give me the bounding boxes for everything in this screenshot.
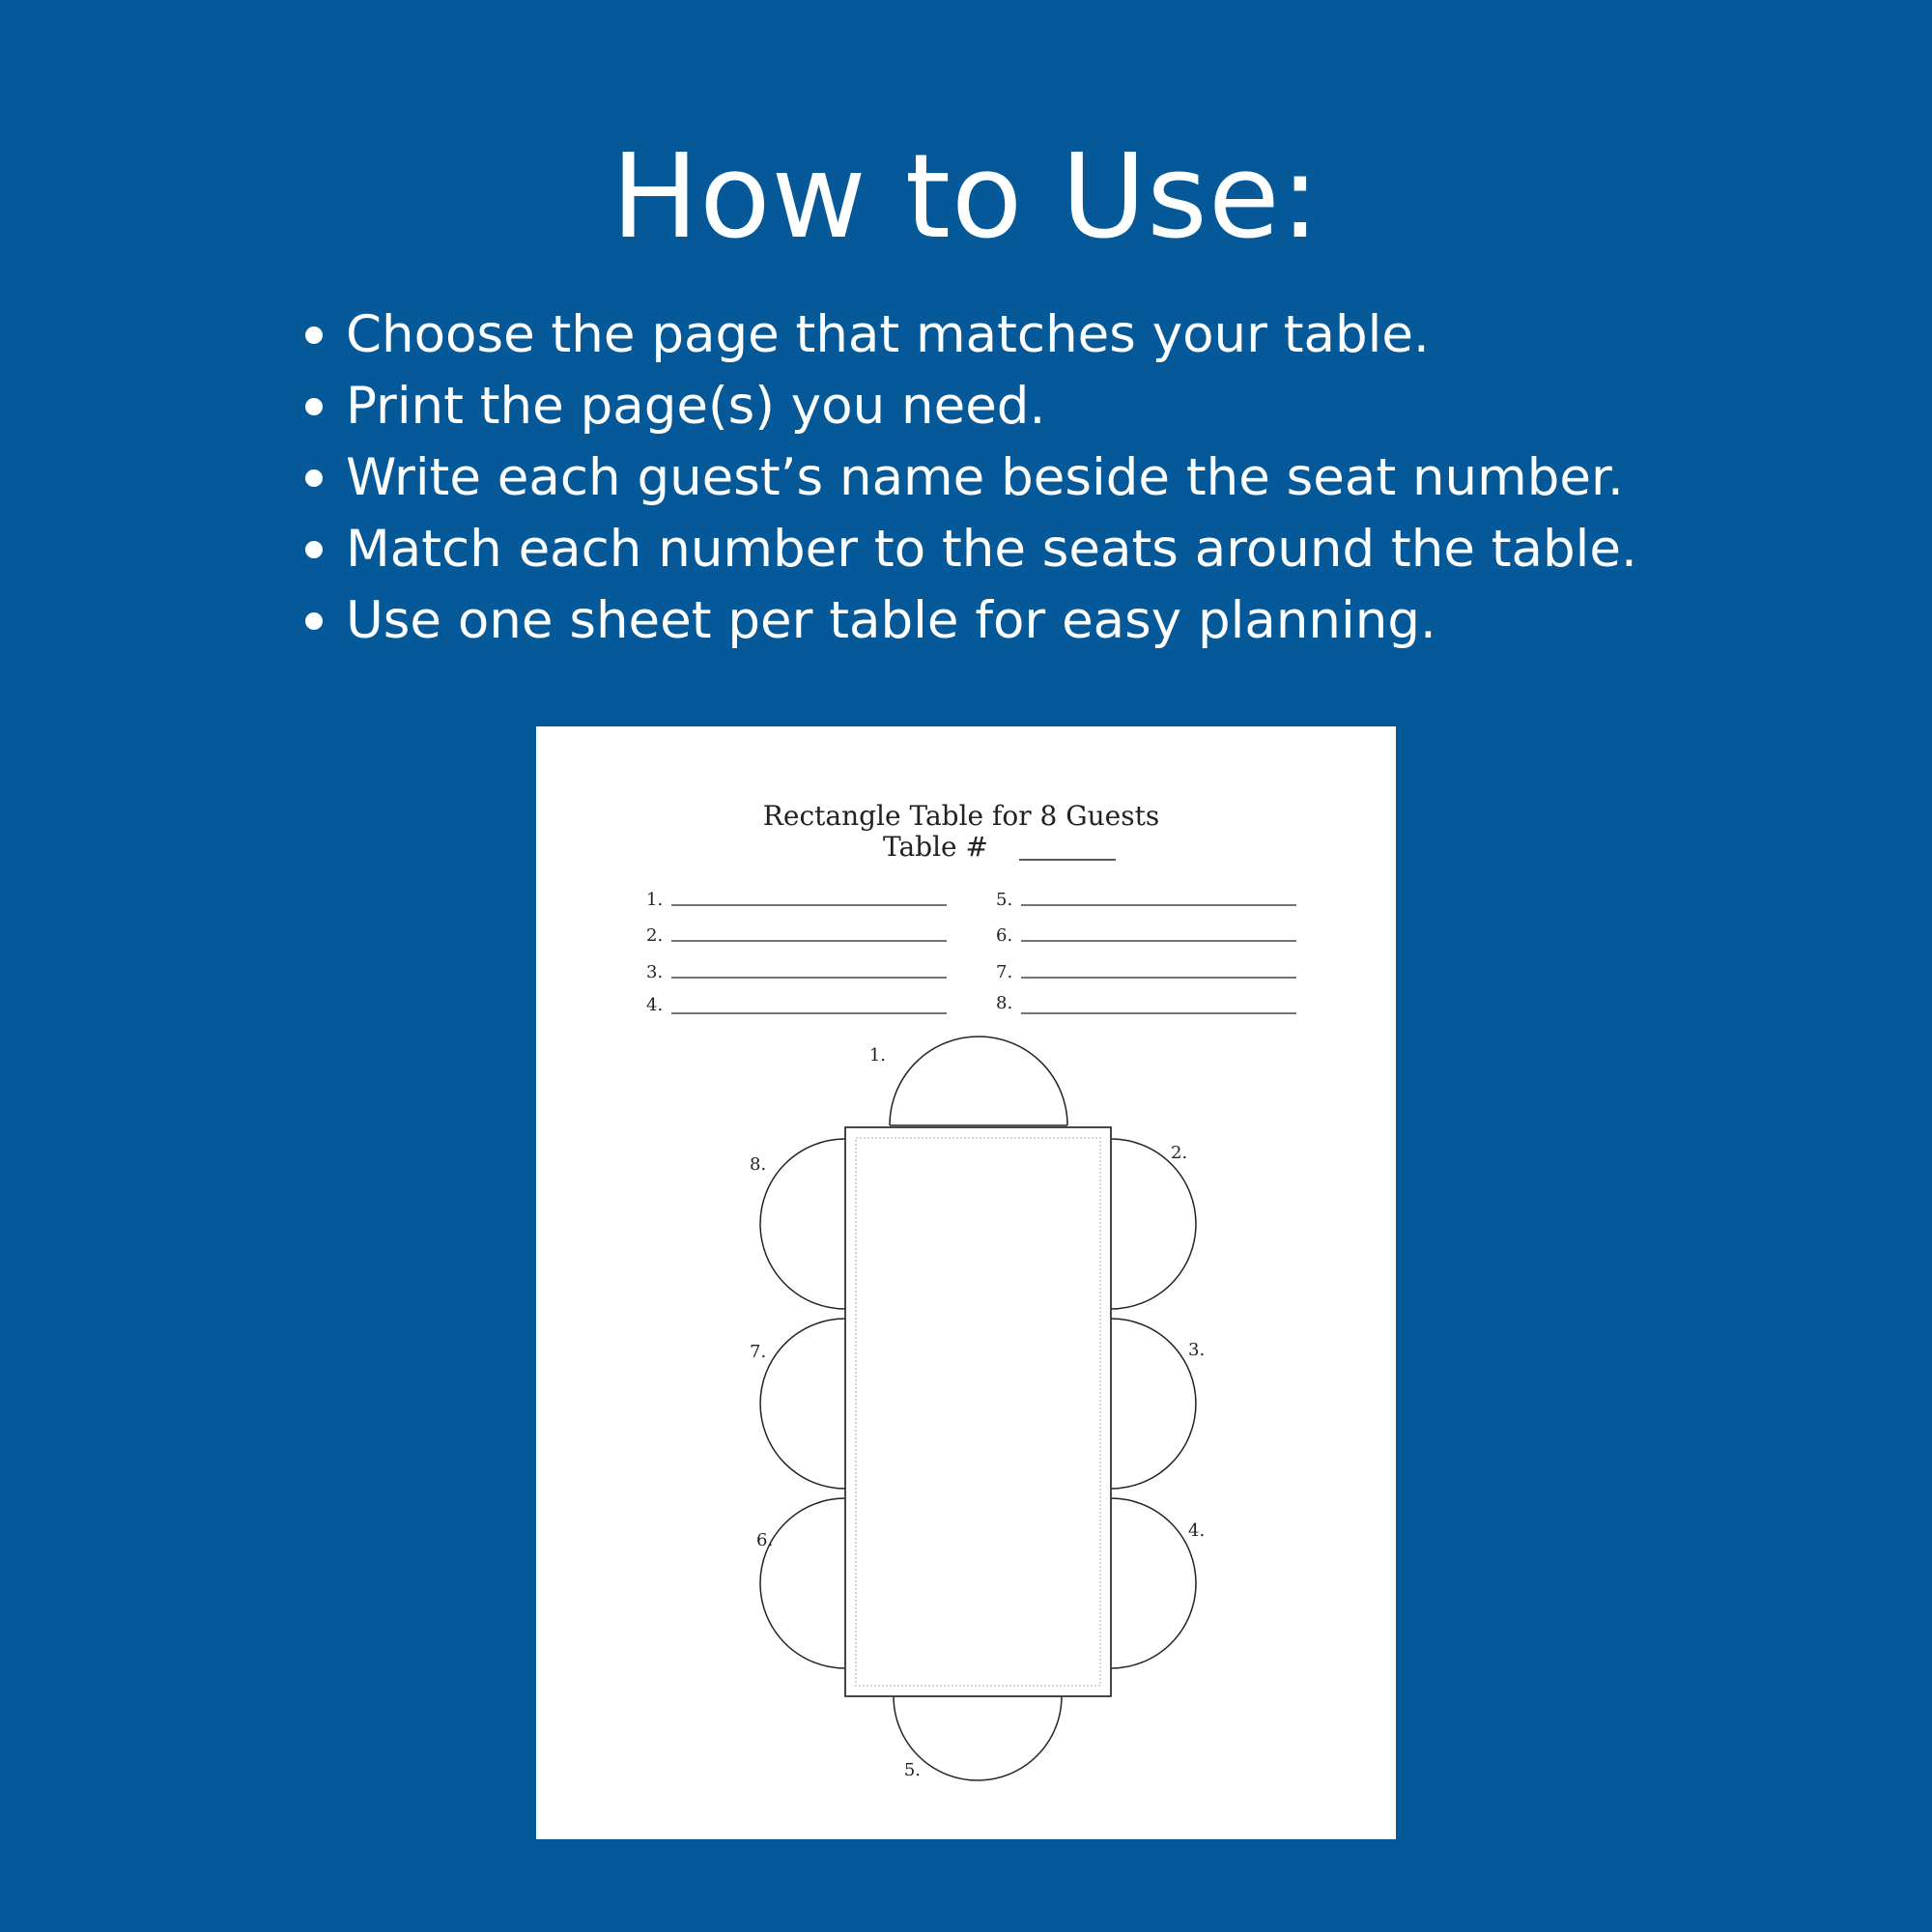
list-item bbox=[301, 442, 1637, 514]
list-number: 3. bbox=[646, 962, 664, 982]
seat-label: 5. bbox=[903, 1760, 921, 1780]
seat-label: 3. bbox=[1188, 1340, 1206, 1360]
seat-label: 6. bbox=[756, 1530, 774, 1550]
seat-label: 2. bbox=[1171, 1143, 1188, 1163]
bullet-icon bbox=[305, 469, 323, 487]
instructions-list bbox=[301, 299, 1637, 657]
seat-chair bbox=[890, 1037, 1067, 1125]
seat-label: 1. bbox=[868, 1045, 886, 1065]
step-text: Match each number to the seats around the table. bbox=[346, 520, 1637, 579]
sheet-title: Rectangle Table for 8 Guests bbox=[762, 800, 1160, 832]
bullet-icon bbox=[305, 327, 323, 344]
page-title: How to Use: bbox=[611, 130, 1321, 265]
bullet-icon bbox=[305, 398, 323, 415]
bullet-icon bbox=[305, 541, 323, 558]
step-text: Write each guest’s name beside the seat number. bbox=[346, 448, 1624, 507]
step-text: Choose the page that matches your table. bbox=[346, 305, 1430, 364]
list-item bbox=[301, 514, 1637, 585]
list-number: 5. bbox=[996, 890, 1013, 910]
step-text: Print the page(s) you need. bbox=[346, 377, 1046, 436]
list-item bbox=[301, 371, 1637, 442]
seating-chart-preview bbox=[536, 726, 1396, 1839]
list-item bbox=[301, 585, 1637, 657]
seat-label: 7. bbox=[750, 1342, 767, 1362]
table-outline bbox=[845, 1127, 1111, 1696]
seat-chair bbox=[1111, 1139, 1196, 1309]
seat-chair bbox=[760, 1139, 845, 1309]
seat-chair bbox=[1111, 1319, 1196, 1489]
list-number: 6. bbox=[996, 925, 1013, 946]
seat-chair bbox=[1111, 1498, 1196, 1668]
seat-chair bbox=[760, 1319, 845, 1489]
seating-chart-drawing bbox=[536, 726, 1396, 1839]
list-number: 1. bbox=[646, 890, 664, 910]
seat-label: 4. bbox=[1188, 1520, 1206, 1541]
list-number: 8. bbox=[996, 993, 1013, 1013]
seat-label: 8. bbox=[750, 1154, 767, 1175]
list-item bbox=[301, 299, 1637, 371]
list-number: 7. bbox=[996, 962, 1013, 982]
bullet-icon bbox=[305, 612, 323, 630]
list-number: 4. bbox=[646, 995, 664, 1015]
seat-chair bbox=[760, 1498, 845, 1668]
list-number: 2. bbox=[646, 925, 664, 946]
step-text: Use one sheet per table for easy planning. bbox=[346, 591, 1436, 650]
table-number-label: Table # bbox=[882, 831, 988, 863]
